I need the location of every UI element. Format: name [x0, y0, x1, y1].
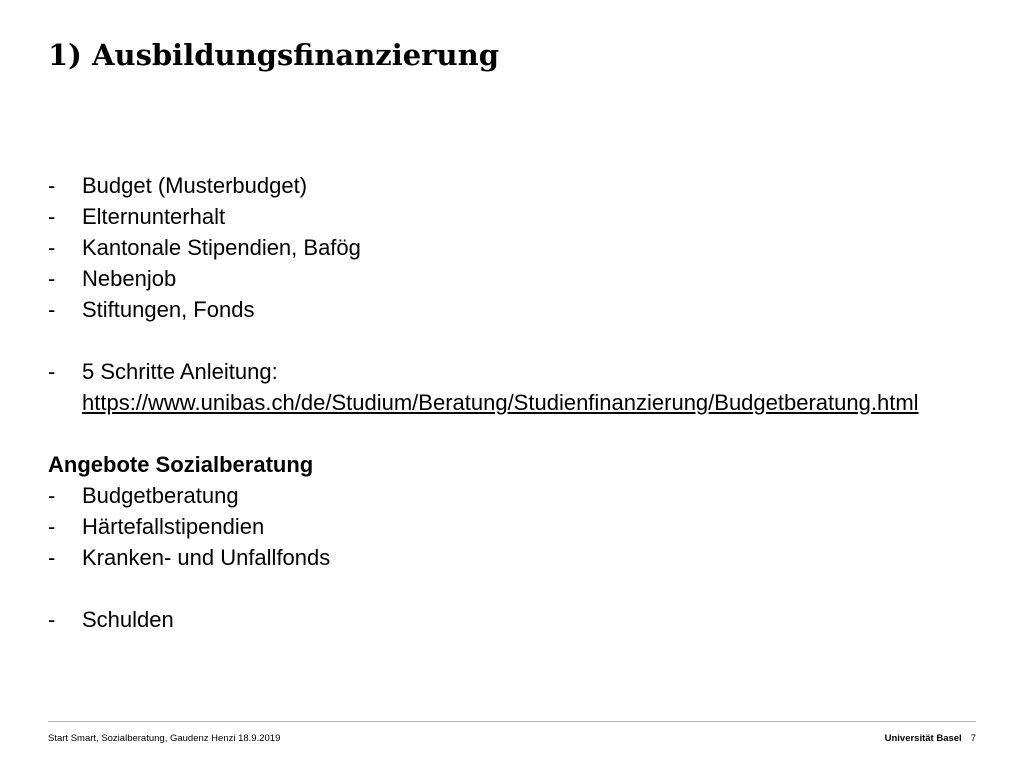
bullet-dash: -: [48, 607, 56, 632]
spacer: [48, 418, 978, 449]
list-item: [48, 542, 978, 573]
bullet-dash: -: [48, 359, 56, 384]
bullet-dash: -: [48, 235, 56, 260]
list-item-text: Härtefallstipendien: [82, 514, 265, 539]
bullet-dash: -: [48, 514, 56, 539]
list-item: [48, 604, 978, 635]
page-number: 7: [970, 733, 976, 744]
bullet-dash: -: [48, 483, 56, 508]
list-item: [48, 232, 978, 263]
list-item-text: Schulden: [82, 607, 174, 632]
spacer: [48, 325, 978, 356]
guide-block: [82, 356, 978, 418]
bullet-dash: -: [48, 266, 56, 291]
list-item: [48, 480, 978, 511]
list-item: [48, 201, 978, 232]
list-item: [48, 170, 978, 201]
bullet-dash: -: [48, 297, 56, 322]
budget-guide-link[interactable]: https://www.unibas.ch/de/Studium/Beratung/Studienfinanzierung/Budgetberatung.html: [82, 390, 919, 415]
offers-heading: Angebote Sozialberatung: [48, 452, 314, 477]
list-item: [48, 511, 978, 542]
list-item-text: Kranken- und Unfallfonds: [82, 545, 331, 570]
list-item-text: Budget (Musterbudget): [82, 173, 308, 198]
slide-content: [48, 170, 978, 635]
university-name: Universität Basel: [884, 733, 962, 744]
spacer: [48, 573, 978, 604]
list-item-text: Kantonale Stipendien, Bafög: [82, 235, 361, 260]
bullet-dash: -: [48, 204, 56, 229]
footer-right: [885, 733, 976, 744]
bullet-dash: -: [48, 545, 56, 570]
footer-divider: [48, 721, 976, 722]
list-item-text: Budgetberatung: [82, 483, 239, 508]
list-item: [48, 294, 978, 325]
slide-title: 1) Ausbildungsfinanzierung: [48, 38, 499, 72]
list-item-text: Stiftungen, Fonds: [82, 297, 255, 322]
list-item-text: Elternunterhalt: [82, 204, 226, 229]
list-item: [48, 263, 978, 294]
bullet-dash: -: [48, 173, 56, 198]
footer-text: Start Smart, Sozialberatung, Gaudenz Henzi 18.9.2019: [48, 733, 281, 744]
guide-label: 5 Schritte Anleitung:: [82, 359, 278, 384]
list-item-text: Nebenjob: [82, 266, 177, 291]
list-item-guide: [48, 356, 978, 418]
